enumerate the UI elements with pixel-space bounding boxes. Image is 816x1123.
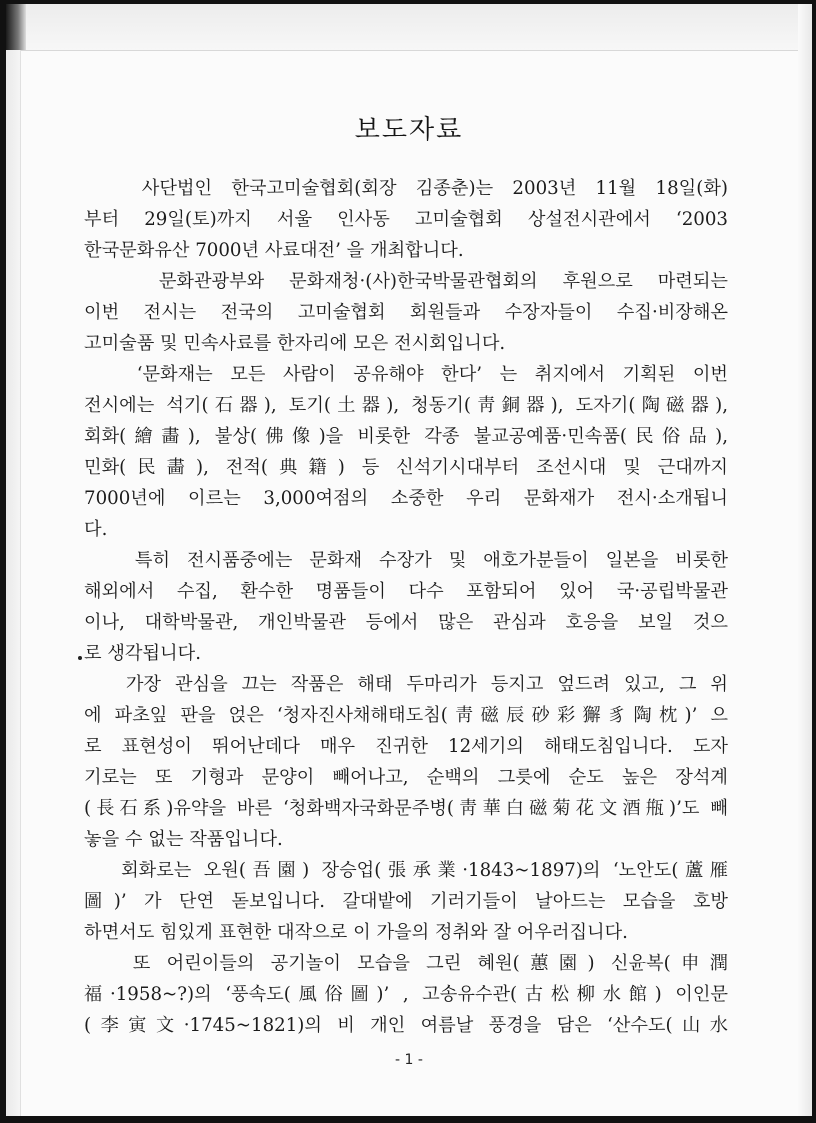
right-page-edge (798, 4, 812, 1116)
body-line: 한국문화유산 7000년 사료대전’ 을 개최합니다. (84, 240, 464, 261)
body-line: 고미술품 및 민속사료를 한자리에 모은 전시회입니다. (84, 333, 506, 354)
body-line: 福·1958~?)의 ‘풍속도(風俗圖)’ , 고송유수관(古松柳水館) 이인문 (84, 984, 728, 1005)
body-line: 회화(繪畵), 불상(佛像)을 비롯한 각종 불교공예품·민속품(民俗品), (84, 426, 728, 447)
body-line: 하면서도 힘있게 표현한 대작으로 이 가을의 정취와 잘 어우러집니다. (84, 922, 628, 943)
body-line: 이번 전시는 전국의 고미술협회 회원들과 수장자들이 수집·비장해온 (84, 302, 728, 323)
body-line: 에 파초잎 판을 얹은 ‘청자진사채해태도침(靑磁辰砂彩獬豸陶枕)’ 으 (84, 705, 728, 726)
press-release-title: 보도자료 (354, 115, 464, 145)
body-line: 기로는 또 기형과 문양이 빼어나고, 순백의 그릇에 순도 높은 장석계 (84, 767, 728, 788)
press-release-body (84, 173, 728, 1041)
body-line: 전시에는 석기(石器), 토기(土器), 청동기(靑銅器), 도자기(陶磁器), (84, 395, 728, 416)
body-line: 회화로는 오원(吾園) 장승업(張承業·1843~1897)의 ‘노안도(蘆雁 (84, 860, 728, 881)
body-line: 특히 전시품중에는 문화재 수장가 및 애호가분들이 일본을 비롯한 (84, 550, 728, 571)
body-line: 다. (84, 519, 108, 540)
body-line: 가장 관심을 끄는 작품은 해태 두마리가 등지고 엎드려 있고, 그 위 (84, 674, 728, 695)
body-line: 민화(民畵), 전적(典籍) 등 신석기시대부터 조선시대 및 근대까지 (84, 457, 728, 478)
body-line: 사단법인 한국고미술협회(회장 김종춘)는 2003년 11월 18일(화) (84, 178, 728, 199)
body-line: 이나, 대학박물관, 개인박물관 등에서 많은 관심과 호응을 보일 것으 (84, 612, 728, 633)
body-line: 해외에서 수집, 환수한 명품들이 다수 포함되어 있어 국·공립박물관 (84, 581, 728, 602)
spiral-binding-edge (6, 4, 812, 51)
body-line: ‘문화재는 모든 사람이 공유해야 한다’ 는 취지에서 기획된 이번 (84, 364, 728, 385)
body-line: 또 어린이들의 공기놀이 모습을 그린 혜원(蕙園) 신윤복(申潤 (84, 953, 728, 974)
body-line: 圖)’ 가 단연 돋보입니다. 갈대밭에 기러기들이 날아드는 모습을 호방 (84, 891, 728, 912)
binding-shadow (6, 4, 26, 50)
body-line: (李寅文·1745~1821)의 비 개인 여름날 풍경을 담은 ‘산수도(山水 (84, 1015, 728, 1036)
body-line: 문화관광부와 문화재청·(사)한국박물관협회의 후원으로 마련되는 (84, 271, 728, 292)
page-number: - 1 - (395, 1052, 423, 1068)
body-line: 로 생각됩니다. (84, 643, 201, 664)
scan-speck (78, 656, 82, 660)
underlying-page-edge (6, 50, 21, 1116)
body-line: 로 표현성이 뛰어난데다 매우 진귀한 12세기의 해태도침입니다. 도자 (84, 736, 728, 757)
body-line: 놓을 수 없는 작품입니다. (84, 829, 283, 850)
document-page (6, 4, 812, 1116)
body-line: 부터 29일(토)까지 서울 인사동 고미술협회 상설전시관에서 ‘2003 (84, 209, 728, 230)
body-line: (長石系)유약을 바른 ‘청화백자국화문주병(靑華白磁菊花文酒甁)’도 빼 (84, 798, 728, 819)
body-line: 7000년에 이르는 3,000여점의 소중한 우리 문화재가 전시·소개됩니 (84, 488, 728, 509)
